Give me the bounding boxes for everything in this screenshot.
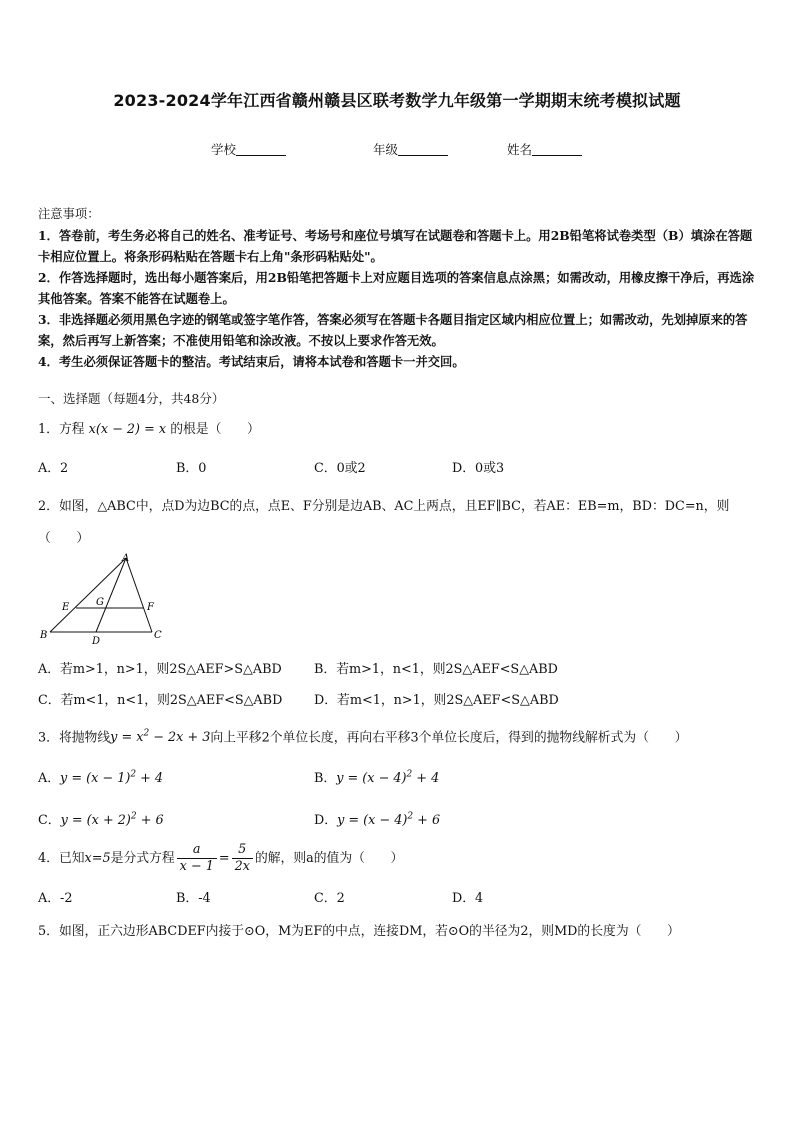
grade-field <box>373 140 448 158</box>
question-2: 2．如图，△ABC中，点D为边BC的点，点E、F分别是边AB、AC上两点，且EF∥BC，若AE：EB=m，BD：DC=n，则（ ） <box>38 499 730 546</box>
notice-item-3: 3．非选择题必须用黑色字迹的钢笔或签字笔作答，答案必须写在答题卡各题目指定区域内相应位置上；如需改动，先划掉原来的答案，然后再写上新答案；不准使用铅笔和涂改液。不按以上要求作答无效。 <box>38 312 748 348</box>
parabola-equation: $y = x^2 - 2x + 3$ <box>110 729 211 746</box>
exam-title: 2023-2024学年江西省赣州赣县区联考数学九年级第一学期期末统考模拟试题 <box>113 91 681 110</box>
label-b: B <box>40 630 48 641</box>
notice-item-1: 1．答卷前，考生务必将自己的姓名、准考证号、考场号和座位号填写在试题卷和答题卡上。用2B铅笔将试卷类型（B）填涂在答题卡相应位置上。将条形码粘贴在答题卡右上角"条形码粘贴处"。 <box>38 228 753 264</box>
label-d: D <box>92 636 101 646</box>
q2-option-d: D．若m<1，n>1，则2S△AEF<S△ABD <box>314 693 559 708</box>
q1-option-b: B．0 <box>176 461 207 476</box>
fraction-left: $\frac{a}{x - 1}$ <box>177 842 217 875</box>
question-1: 1．方程 x(x − 2) = x 的根是（ ） <box>38 422 260 437</box>
name-field <box>507 140 582 158</box>
equation: x(x − 2) = x <box>88 422 167 437</box>
notice-block <box>38 204 760 372</box>
q1-option-c: C．0或2 <box>314 461 366 476</box>
triangle-figure <box>38 550 168 646</box>
q4-option-a: A．-2 <box>38 891 73 906</box>
q4-option-d: D．4 <box>452 891 484 906</box>
name-label: 姓名 <box>507 142 533 157</box>
section-heading: 一、选择题（每题4分，共48分） <box>38 391 225 406</box>
notice-item-2: 2．作答选择题时，选出每小题答案后，用2B铅笔把答题卡上对应题目选项的答案信息点涂黑；如需改动，用橡皮擦干净后，再选涂其他答案。答案不能答在试题卷上。 <box>38 270 755 306</box>
school-field <box>211 140 286 158</box>
q1-option-a: A．2 <box>38 461 69 476</box>
side-ab <box>50 558 126 632</box>
grade-label: 年级 <box>373 142 399 157</box>
school-label: 学校 <box>211 142 237 157</box>
q2-option-a: A．若m>1，n>1，则2S△AEF>S△ABD <box>38 662 282 677</box>
side-ac <box>126 558 152 632</box>
q3-option-d: D．$y = (x - 4)^2 + 6$ <box>314 811 441 828</box>
q2-option-c: C．若m<1，n<1，则2S△AEF<S△ABD <box>38 693 283 708</box>
segment-ad <box>96 558 126 632</box>
notice-heading: 注意事项： <box>38 207 100 221</box>
question-3: 3．将抛物线$y = x^2 - 2x + 3$向上平移2个单位长度，再向右平移3个单位长度后，得到的抛物线解析式为（ ） <box>38 729 688 746</box>
q3-option-b: B．$y = (x - 4)^2 + 4$ <box>314 769 440 786</box>
label-c: C <box>154 630 162 641</box>
label-f: F <box>147 602 154 613</box>
notice-item-4: 4．考生必须保证答题卡的整洁。考试结束后，请将本试卷和答题卡一并交回。 <box>38 354 465 369</box>
q1-option-d: D．0或3 <box>452 461 505 476</box>
label-e: E <box>62 602 70 613</box>
q2-option-b: B．若m>1，n<1，则2S△AEF<S△ABD <box>314 662 558 677</box>
q3-option-c: C．$y = (x + 2)^2 + 6$ <box>38 811 164 828</box>
q3-option-a: A．$y = (x - 1)^2 + 4$ <box>38 769 164 786</box>
q4-option-b: B．-4 <box>176 891 211 906</box>
fraction-right: $\frac{5}{2x}$ <box>232 842 253 875</box>
question-4: 4．已知x=5是分式方程 $\frac{a}{x - 1}$ = $\frac{5}{2x}$ 的解，则a的值为（ ） <box>38 842 404 874</box>
label-g: G <box>96 597 104 608</box>
question-5: 5．如图，正六边形ABCDEF内接于⊙O，M为EF的中点，连接DM，若⊙O的半径为2，则MD的长度为（ ） <box>38 924 680 939</box>
label-a: A <box>122 553 130 564</box>
q4-option-c: C．2 <box>314 891 345 906</box>
